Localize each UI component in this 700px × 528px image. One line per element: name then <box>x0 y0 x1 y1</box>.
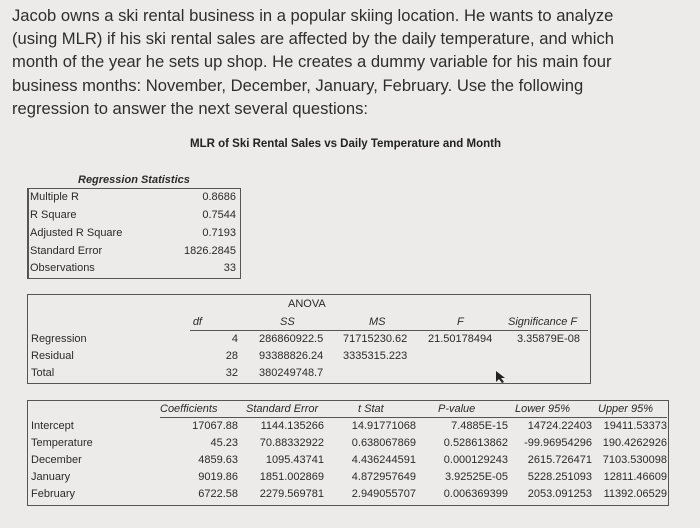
coef-upper-95: 190.4262926 <box>602 437 667 449</box>
coef-header-lower-95: Lower 95% <box>515 403 571 415</box>
anova-f: 21.50178494 <box>428 333 493 345</box>
stat-label: Multiple R <box>30 191 79 203</box>
table-title: MLR of Ski Rental Sales vs Daily Temperature and Month <box>190 138 501 150</box>
coef-p-value: 0.528613862 <box>443 437 508 449</box>
coef-value: 4859.63 <box>198 454 238 466</box>
coef-lower-95: -99.96954296 <box>524 437 592 449</box>
anova-ms: 71715230.62 <box>343 333 408 345</box>
coef-standard-error: 1144.135266 <box>260 420 324 432</box>
coef-t-stat: 4.872957649 <box>351 471 416 483</box>
divider <box>190 330 588 331</box>
anova-ms: 3335315.223 <box>343 350 408 362</box>
anova-significance: 3.35879E-08 <box>517 333 580 345</box>
coef-lower-95: 2615.726471 <box>527 454 592 466</box>
coef-t-stat: 14.91771068 <box>351 420 416 432</box>
coef-p-value: 7.4885E-15 <box>451 420 508 432</box>
coef-value: 45.23 <box>210 437 238 449</box>
question-line: month of the year he sets up shop. He creates a dummy variable for his main four <box>12 52 612 72</box>
coef-row-label: Temperature <box>31 437 93 449</box>
coef-standard-error: 1095.43741 <box>265 454 324 466</box>
anova-header-ms: MS <box>369 316 386 328</box>
stat-label: Standard Error <box>30 245 103 257</box>
question-text <box>12 4 692 120</box>
anova-header-df: df <box>192 316 202 328</box>
coef-p-value: 0.000129243 <box>443 454 508 466</box>
coef-lower-95: 2053.091253 <box>527 488 592 500</box>
stat-label: Adjusted R Square <box>30 227 123 239</box>
coef-p-value: 3.92525E-05 <box>445 471 508 483</box>
anova-df: 28 <box>225 350 238 362</box>
coef-header-upper-95: Upper 95% <box>598 403 654 415</box>
question-line: business months: November, December, January, February. Use the following <box>12 75 584 95</box>
coef-upper-95: 7103.530098 <box>602 454 667 466</box>
coef-upper-95: 11392.06529 <box>603 488 667 500</box>
coef-t-stat: 4.436244591 <box>351 454 416 466</box>
coef-row-label: December <box>31 454 82 466</box>
anova-header-ss: SS <box>280 316 295 328</box>
question-line: (using MLR) if his ski rental sales are affected by the daily temperature, and which <box>12 29 614 49</box>
anova-ss: 286860922.5 <box>259 333 324 345</box>
anova-row-label: Total <box>31 367 55 379</box>
coef-header-coefficients: Coefficients <box>160 403 218 415</box>
stat-value: 0.7193 <box>202 227 236 239</box>
question-line: regression to answer the next several questions: <box>12 98 369 118</box>
anova-row-label: Residual <box>31 350 74 362</box>
coef-header-p-value: P-value <box>438 403 476 415</box>
coef-value: 6722.58 <box>198 488 238 500</box>
coef-header-standard-error: Standard Error <box>246 403 319 415</box>
stat-label: R Square <box>30 209 77 221</box>
stat-value: 33 <box>223 262 236 274</box>
coef-header-t-stat: t Stat <box>358 403 384 415</box>
anova-ss: 93388826.24 <box>259 350 324 362</box>
coef-t-stat: 0.638067869 <box>351 437 416 449</box>
coef-row-label: Intercept <box>31 420 74 432</box>
anova-df: 4 <box>231 333 238 345</box>
coef-standard-error: 70.88332922 <box>259 437 324 449</box>
stat-value: 1826.2845 <box>184 245 236 257</box>
anova-ss: 380249748.7 <box>259 367 324 379</box>
anova-title: ANOVA <box>288 298 326 310</box>
anova-header-significance: Significance F <box>508 316 578 328</box>
coef-p-value: 0.006369399 <box>443 488 508 500</box>
coef-upper-95: 12811.46609 <box>603 471 667 483</box>
coef-t-stat: 2.949055707 <box>351 488 416 500</box>
anova-df: 32 <box>225 367 238 379</box>
regression-statistics-heading: Regression Statistics <box>78 174 190 186</box>
coef-lower-95: 14724.22403 <box>527 420 592 432</box>
divider <box>160 417 667 418</box>
coef-value: 17067.88 <box>192 420 238 432</box>
divider <box>28 188 29 278</box>
anova-header-f: F <box>457 316 464 328</box>
stat-value: 0.8686 <box>202 191 236 203</box>
stat-value: 0.7544 <box>202 209 236 221</box>
anova-row-label: Regression <box>31 333 87 345</box>
coef-lower-95: 5228.251093 <box>527 471 592 483</box>
mouse-cursor-icon <box>494 370 508 384</box>
coef-standard-error: 2279.569781 <box>259 488 324 500</box>
question-line: Jacob owns a ski rental business in a popular skiing location. He wants to analyze <box>12 6 614 25</box>
coef-value: 9019.86 <box>198 471 238 483</box>
coef-standard-error: 1851.002869 <box>259 471 324 483</box>
stat-label: Observations <box>30 262 95 274</box>
coef-upper-95: 19411.53373 <box>603 420 667 432</box>
coef-row-label: January <box>31 471 71 483</box>
coef-row-label: February <box>31 488 76 500</box>
